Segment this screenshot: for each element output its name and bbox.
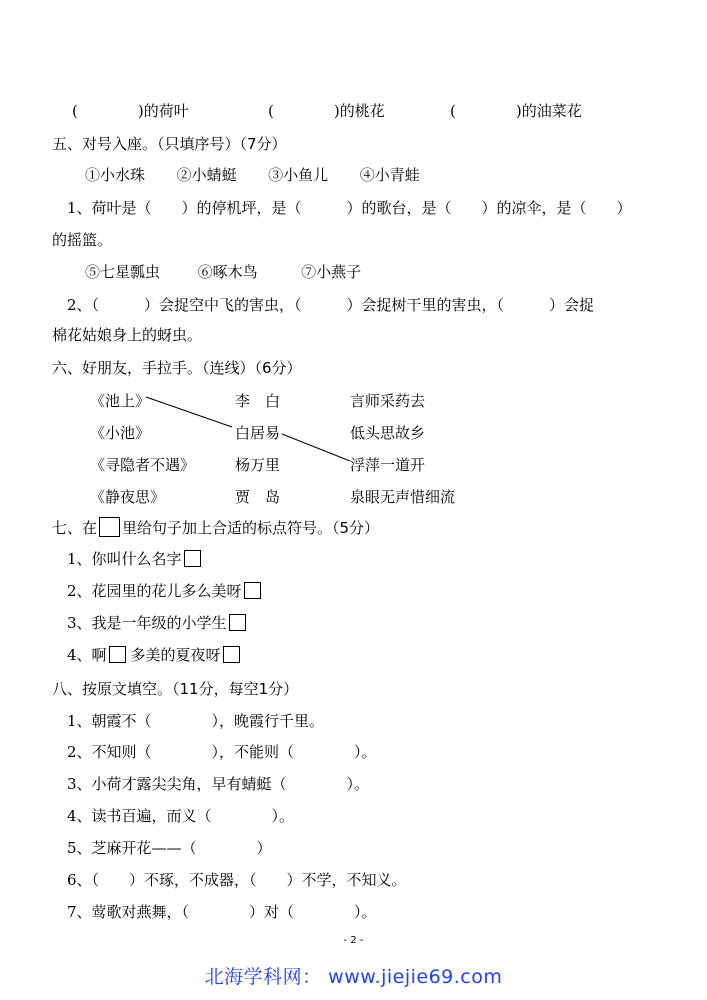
poet-name: 白居易 [235,424,281,442]
match-line-2 [282,434,350,461]
punctuation-box[interactable] [109,646,126,663]
poem-title: 《池上》 [90,392,151,410]
option-1: ①小水珠 [85,166,146,184]
poem-line: 浮萍一道开 [350,456,426,474]
poet-name: 李 白 [235,392,281,410]
question-8-5: 5、芝麻开花——（ ） [67,839,272,857]
option-5: ⑤七星瓢虫 [85,263,161,281]
answer-box-icon [99,517,120,537]
question-7-3: 3、我是一年级的小学生 [67,613,248,633]
option-4: ④小青蛙 [359,166,420,184]
question-5-1-line2: 的摇篮。 [52,231,113,249]
section-7-title: 七、在 里给句子加上合适的标点符号。（5分） [52,519,380,537]
question-5-2-line1: 2、（ ）会捉空中飞的害虫，（ ）会捉树干里的害虫，（ ）会捉 [67,296,595,314]
poet-name: 杨万里 [235,456,281,474]
page-number: - 2 - [343,935,364,946]
question-8-1: 1、朝霞不（ ），晚霞行千里。 [67,712,325,730]
poem-title: 《小池》 [90,424,151,442]
fill-blank-taohua: ( )的桃花 [268,102,385,120]
question-7-4: 4、啊 多美的夏夜呀 [67,645,242,665]
question-8-7: 7、莺歌对燕舞，（ ）对（ ）。 [67,903,377,921]
question-5-2-line2: 棉花姑娘身上的蚜虫。 [52,326,203,344]
poem-line: 泉眼无声惜细流 [350,488,456,506]
option-7: ⑦小燕子 [301,263,362,281]
question-7-1: 1、你叫什么名字 [67,549,203,569]
poet-name: 贾 岛 [235,488,281,506]
punctuation-box[interactable] [184,550,201,567]
question-8-4: 4、读书百遍，而义（ ）。 [67,807,295,825]
section-5-title: 五、对号入座。（只填序号）（7分） [52,135,287,153]
option-6: ⑥啄木鸟 [197,263,258,281]
option-3: ③小鱼儿 [268,166,329,184]
poem-title: 《寻隐者不遇》 [90,456,196,474]
poem-line: 言师采药去 [350,392,426,410]
poem-title: 《静夜思》 [90,488,166,506]
question-5-1-line1: 1、荷叶是（ ）的停机坪，是（ ）的歌台，是（ ）的凉伞，是（ ） [67,199,632,217]
match-line-1 [146,397,232,427]
punctuation-box[interactable] [244,582,261,599]
question-7-2: 2、花园里的花儿多么美呀 [67,581,263,601]
punctuation-box[interactable] [229,614,246,631]
question-8-2: 2、不知则（ ），不能则（ ）。 [67,743,377,761]
fill-blank-heye: ( )的荷叶 [72,102,189,120]
section-6-title: 六、好朋友，手拉手。（连线）（6分） [52,359,302,377]
poem-line: 低头思故乡 [350,424,426,442]
option-2: ②小蜻蜓 [176,166,237,184]
section-8-title: 八、按原文填空。（11分，每空1分） [52,680,299,698]
question-8-6: 6、（ ）不琢，不成器，（ ）不学，不知义。 [67,871,407,889]
footer-site-link[interactable]: 北海学科网： www.jiejie69.com [204,966,503,988]
punctuation-box[interactable] [223,646,240,663]
fill-blank-youcaihua: ( )的油菜花 [450,102,582,120]
question-8-3: 3、小荷才露尖尖角，早有蜻蜓（ ）。 [67,775,370,793]
